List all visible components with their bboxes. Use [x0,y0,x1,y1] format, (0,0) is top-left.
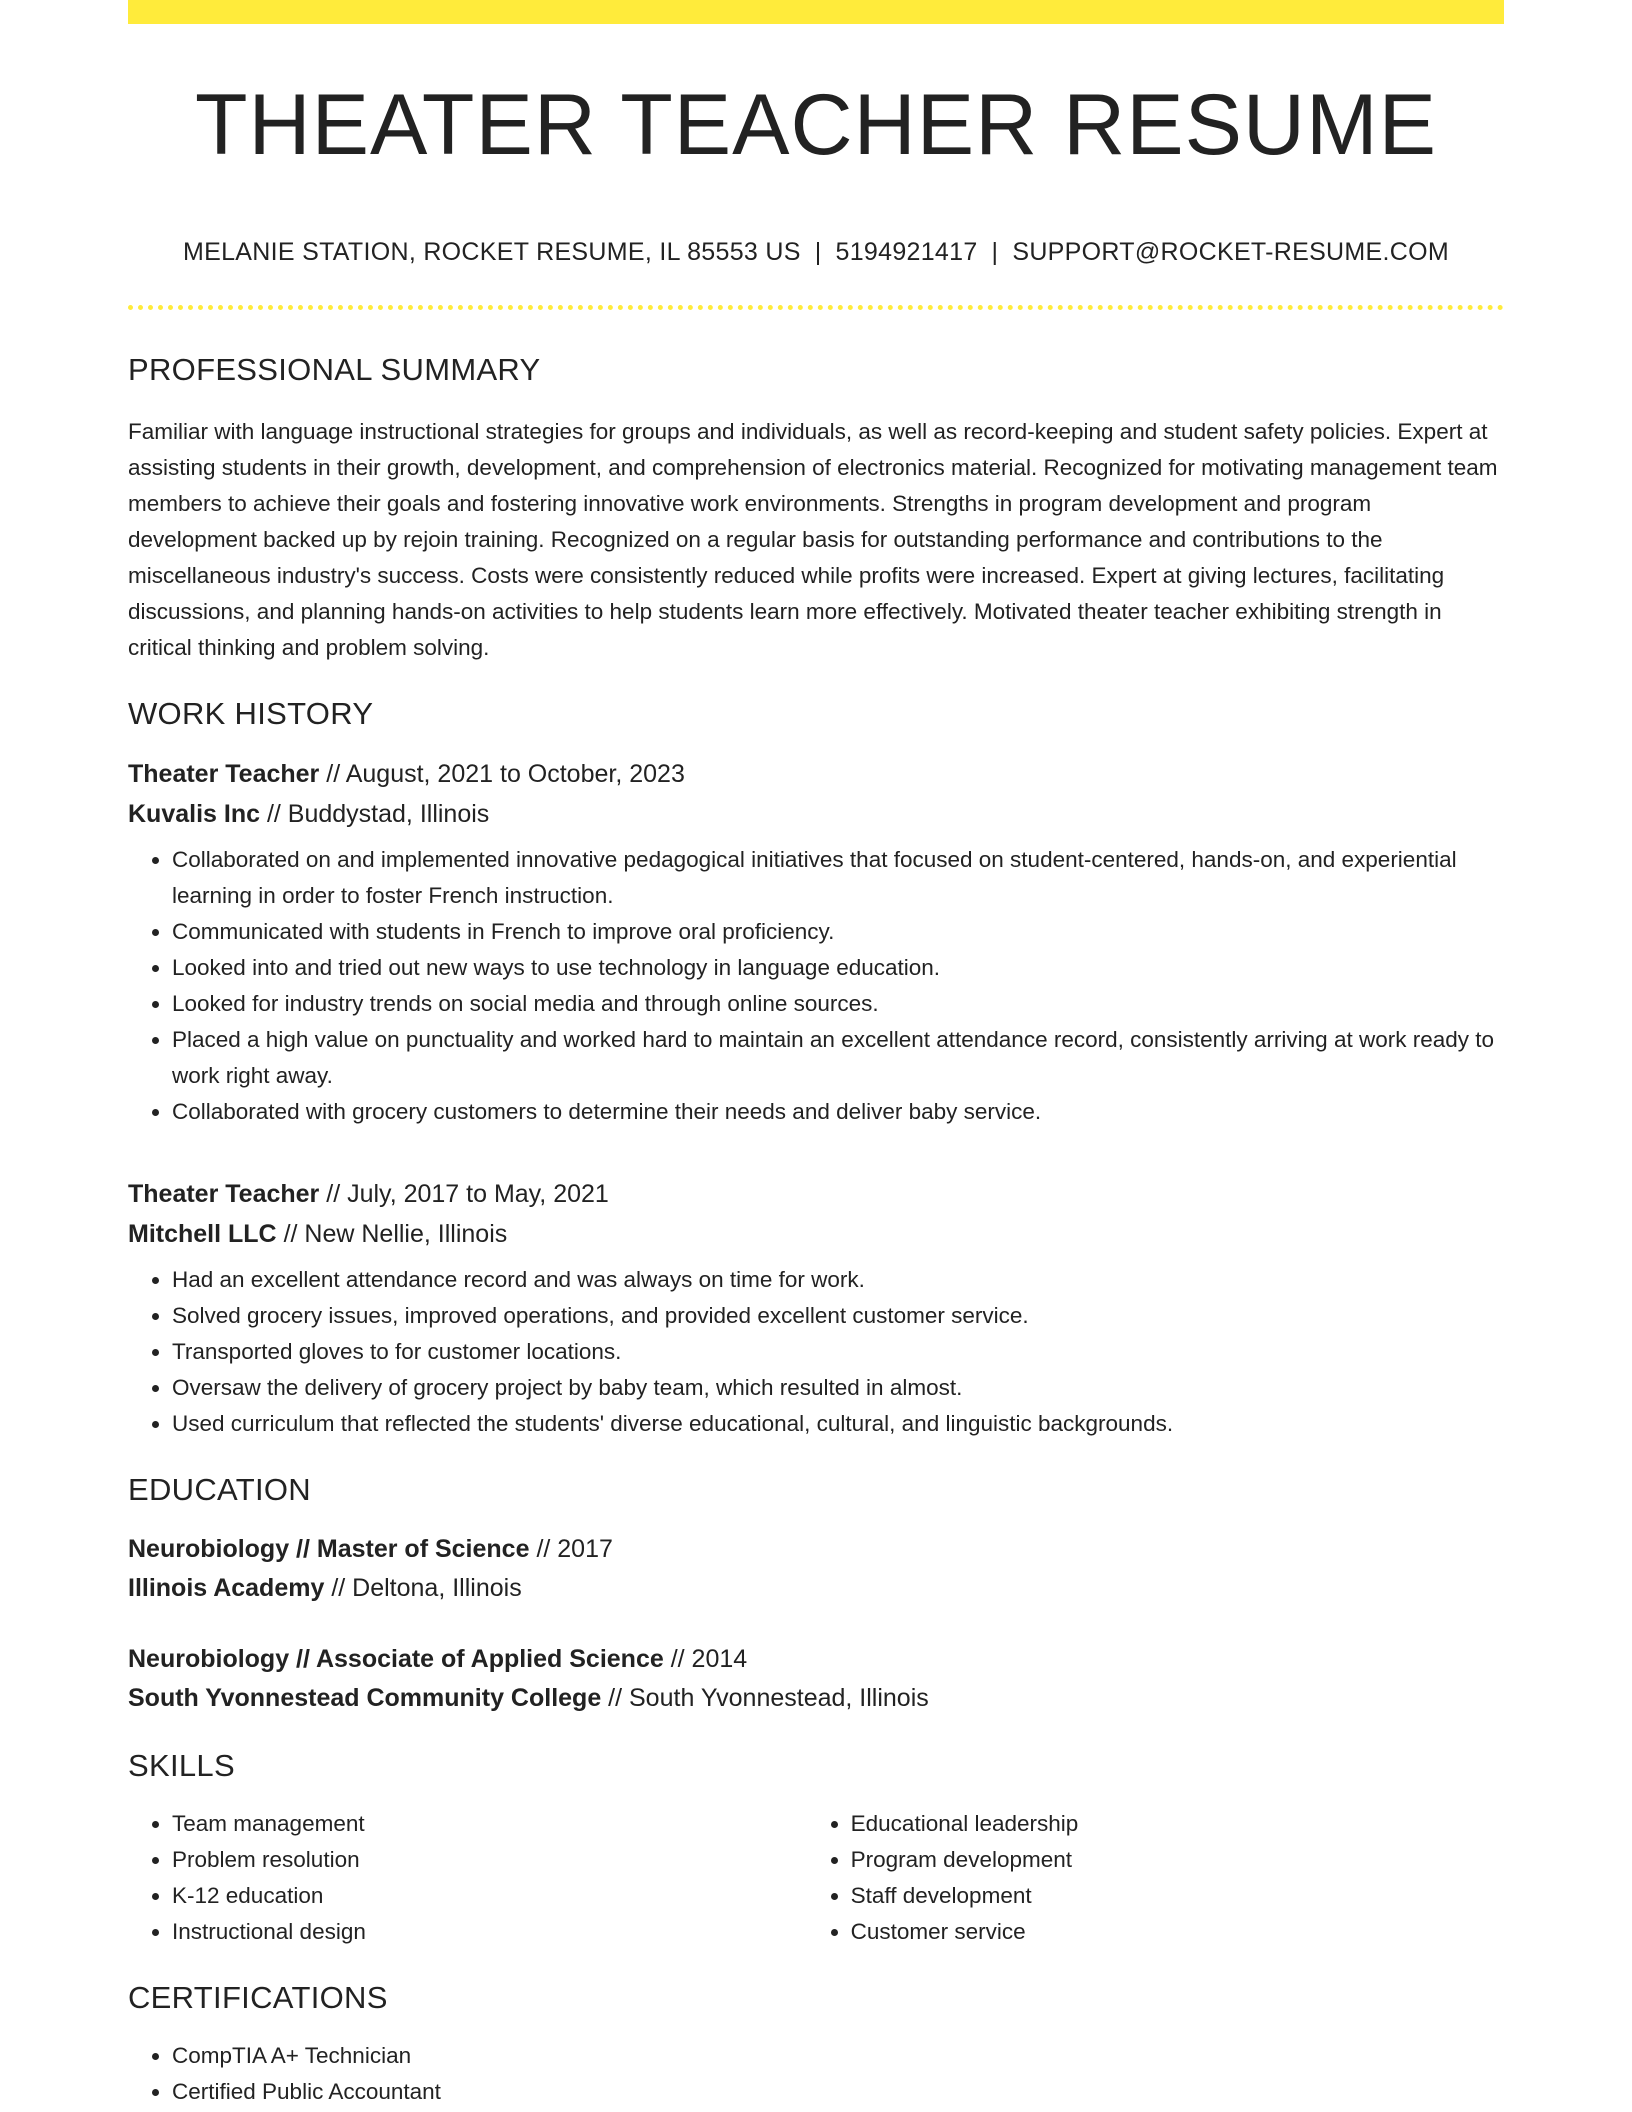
resume-title: THEATER TEACHER RESUME [194,77,1438,173]
education-degree: Neurobiology // Associate of Applied Science [128,1645,664,1673]
education-degree-line [128,1640,1504,1679]
certifications-heading: CERTIFICATIONS [128,1980,388,2015]
education-entry [128,1530,1504,1608]
skill-item: • Problem resolution [172,1842,807,1878]
skill-item: • K-12 education [172,1878,807,1914]
job-company-line [128,794,1504,834]
job-bullet: • Transported gloves to for customer locations. [172,1334,1504,1370]
job-company: Kuvalis Inc [128,800,260,828]
contact-email: SUPPORT@ROCKET-RESUME.COM [1012,238,1449,266]
skill-item: • Instructional design [172,1914,807,1950]
summary-heading: PROFESSIONAL SUMMARY [128,352,541,387]
education-entry [128,1640,1504,1718]
job-bullet: • Had an excellent attendance record and was always on time for work. [172,1262,1504,1298]
education-school-line [128,1679,1504,1718]
resume-body [128,352,1504,2110]
top-accent-bar [128,0,1504,24]
education-year: // 2017 [536,1535,613,1563]
certification-item: • Certified Public Accountant [172,2074,1504,2110]
summary-text: Familiar with language instructional strategies for groups and individuals, as well as record-keeping and student safety policies. Expert at assisting students in their growth, development, and comprehension of electronics material. Recognized for motivating management team members to achieve their goals and fostering innovative work environments. Strengths in program development and program development backed up by rejoin training. Recognized on a regular basis for outstanding performance and contributions to the miscellaneous industry's success. Costs were consistently reduced while profits were increased. Expert at giving lectures, facilitating discussions, and planning hands-on activities to help students learn more effectively. Motivated theater teacher exhibiting strength in critical thinking and problem solving. [128,419,1498,660]
job-bullet: • Communicated with students in French to improve oral proficiency. [172,914,1504,950]
job-bullet: • Used curriculum that reflected the students' diverse educational, cultural, and linguistic backgrounds. [172,1406,1504,1442]
job-dates: // August, 2021 to October, 2023 [326,760,685,788]
education-degree: Neurobiology // Master of Science [128,1535,530,1563]
education-school: South Yvonnestead Community College [128,1684,602,1712]
job-entry [128,1174,1504,1442]
skills-grid [128,1806,1504,1950]
job-company-line [128,1214,1504,1254]
job-location: // New Nellie, Illinois [283,1220,508,1248]
contact-phone: 5194921417 [835,238,978,266]
education-school-line [128,1569,1504,1608]
certification-item: • CompTIA A+ Technician [172,2038,1504,2074]
job-entry [128,754,1504,1130]
skills-list-right [807,1806,1504,1950]
contact-address: MELANIE STATION, ROCKET RESUME, IL 85553 US [183,238,801,266]
education-heading: EDUCATION [128,1472,311,1507]
skills-list-left [128,1806,807,1950]
job-bullet: • Looked into and tried out new ways to use technology in language education. [172,950,1504,986]
contact-line [128,238,1504,267]
contact-separator: | [814,238,822,266]
job-bullets [128,1262,1504,1442]
education-location: // Deltona, Illinois [331,1574,522,1602]
job-bullet: • Looked for industry trends on social media and through online sources. [172,986,1504,1022]
job-title-line [128,1174,1504,1214]
skill-item: • Customer service [851,1914,1504,1950]
summary-section [128,352,1504,666]
certifications-list [128,2038,1504,2110]
work-history-heading: WORK HISTORY [128,696,374,731]
contact-separator: | [991,238,999,266]
job-bullet: • Collaborated on and implemented innovative pedagogical initiatives that focused on student-centered, hands-on, and experiential learning in order to foster French instruction. [172,842,1504,914]
job-bullet: • Collaborated with grocery customers to determine their needs and deliver baby service. [172,1094,1504,1130]
skills-heading: SKILLS [128,1748,235,1783]
education-school: Illinois Academy [128,1574,325,1602]
job-dates: // July, 2017 to May, 2021 [326,1180,609,1208]
job-bullet: • Oversaw the delivery of grocery project by baby team, which resulted in almost. [172,1370,1504,1406]
job-bullets [128,842,1504,1130]
education-year: // 2014 [670,1645,748,1673]
job-bullet: • Solved grocery issues, improved operations, and provided excellent customer service. [172,1298,1504,1334]
skill-item: • Staff development [851,1878,1504,1914]
work-history-section [128,696,1504,1442]
job-location: // Buddystad, Illinois [266,800,490,828]
job-bullet: • Placed a high value on punctuality and worked hard to maintain an excellent attendance record, consistently arriving at work ready to work right away. [172,1022,1504,1094]
job-title: Theater Teacher [128,760,320,788]
job-company: Mitchell LLC [128,1220,277,1248]
skill-item: • Program development [851,1842,1504,1878]
education-degree-line [128,1530,1504,1569]
dotted-divider [128,305,1504,310]
skill-item: • Educational leadership [851,1806,1504,1842]
education-location: // South Yvonnestead, Illinois [608,1684,929,1712]
skills-section [128,1748,1504,1950]
job-title: Theater Teacher [128,1180,320,1208]
job-title-line [128,754,1504,794]
education-section [128,1472,1504,1718]
skill-item: • Team management [172,1806,807,1842]
certifications-section [128,1980,1504,2110]
